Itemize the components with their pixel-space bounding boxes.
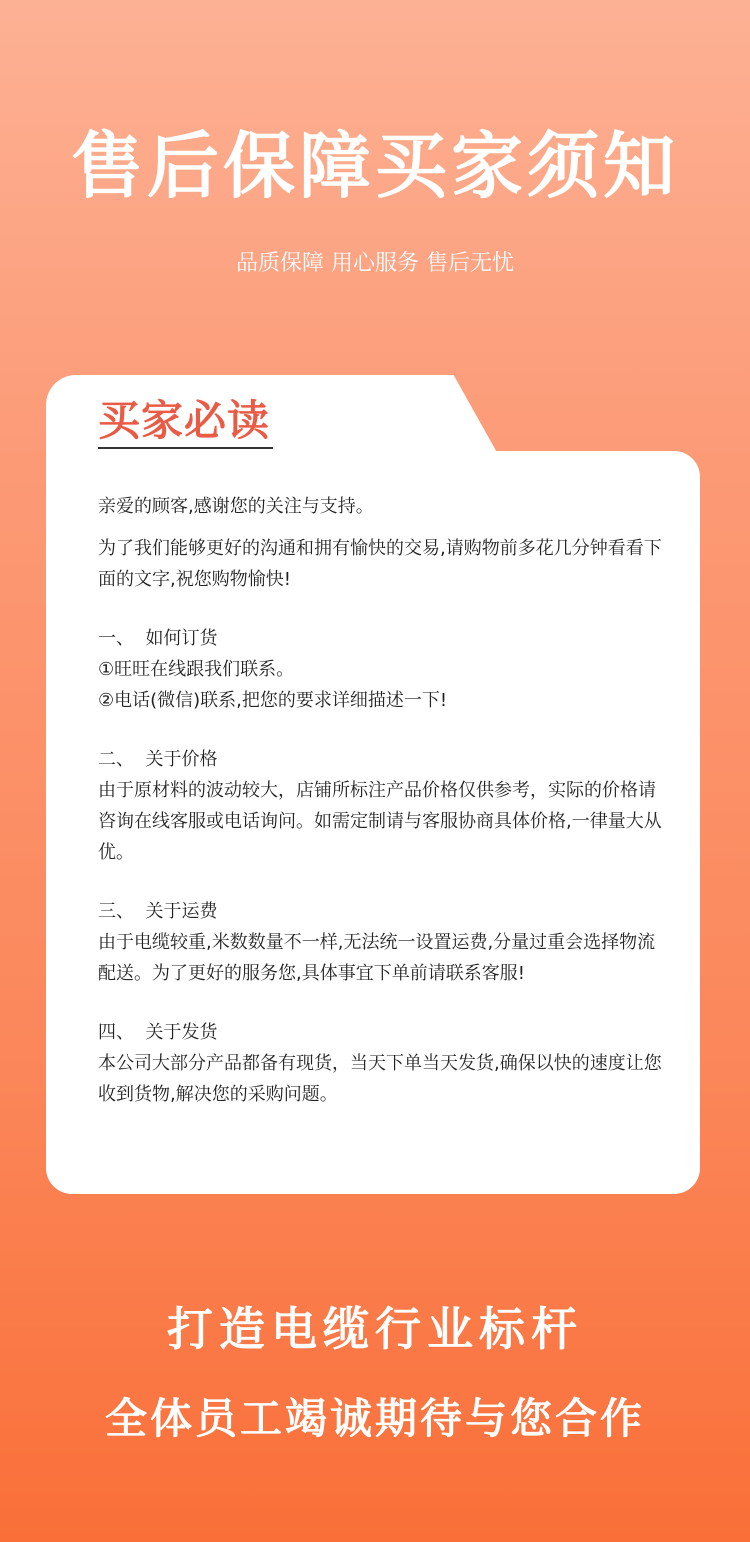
- section-line: 由于电缆较重,米数数量不一样,无法统一设置运费,分量过重会选择物流配送。为了更好的服务您,具体事宜下单前请联系客服!: [98, 932, 656, 984]
- section-line: 由于原材料的波动较大，店铺所标注产品价格仅供参考，实际的价格请咨询在线客服或电话询问。如需定制请与客服协商具体价格,一律量大从优。: [98, 780, 662, 863]
- section-line: 本公司大部分产品都备有现货，当天下单当天发货,确保以快的速度让您收到货物,解决您的采购问题。: [98, 1053, 662, 1105]
- page-title: 售后保障买家须知: [70, 124, 679, 208]
- card-heading: 买家必读: [98, 396, 271, 445]
- section-title-ordering: 一、 如何订货: [98, 628, 218, 649]
- intro-greeting: 亲爱的顾客,感谢您的关注与支持。: [98, 496, 374, 517]
- section-line: ①旺旺在线跟我们联系。: [98, 659, 295, 680]
- section-title-shipping-fee: 三、 关于运费: [98, 901, 218, 922]
- section-title-delivery: 四、 关于发货: [98, 1022, 218, 1043]
- footer-slogan: 打造电缆行业标杆: [167, 1302, 583, 1356]
- page-subtitle: 品质保障 用心服务 售后无忧: [236, 251, 514, 276]
- intro-text: 为了我们能够更好的沟通和拥有愉快的交易,请购物前多花几分钟看看下面的文字,祝您购物愉快!: [98, 538, 662, 590]
- heading-underline: [98, 447, 273, 449]
- card-tab-slant: [420, 375, 700, 455]
- section-title-price: 二、 关于价格: [98, 749, 218, 770]
- section-line: ②电话(微信)联系,把您的要求详细描述一下!: [98, 690, 448, 711]
- card-content: [98, 491, 673, 1110]
- footer-tagline: 全体员工竭诚期待与您合作: [104, 1394, 645, 1443]
